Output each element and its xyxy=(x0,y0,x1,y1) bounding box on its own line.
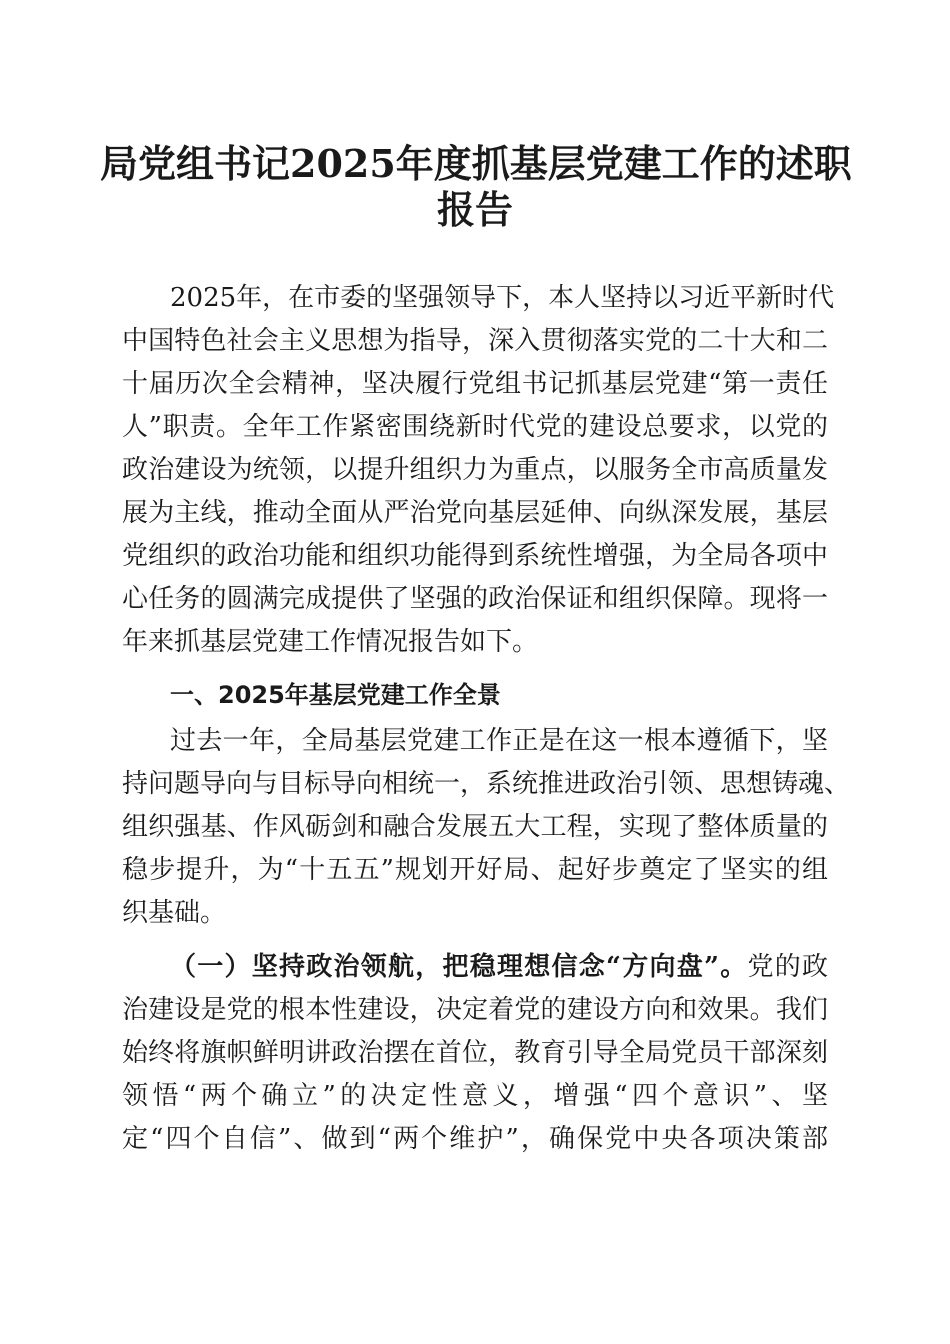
section-heading: 一、2025年基层党建工作全景 xyxy=(170,681,501,709)
subsection-1-line: 定“四个自信”、做到“两个维护”，确保党中央各项决策部 xyxy=(122,1124,828,1154)
intro-line: 展为主线，推动全面从严治党向基层延伸、向纵深发展，基层 xyxy=(122,498,828,528)
intro-line: 2025年，在市委的坚强领导下，本人坚持以习近平新时代 xyxy=(170,283,835,313)
section-1-line: 持问题导向与目标导向相统一，系统推进政治引领、思想铸魂、 xyxy=(122,769,851,799)
intro-line: 年来抓基层党建工作情况报告如下。 xyxy=(122,627,539,657)
subsection-1-line: 始终将旗帜鲜明讲政治摆在首位，教育引导全局党员干部深刻 xyxy=(122,1038,828,1068)
intro-line: 中国特色社会主义思想为指导，深入贯彻落实党的二十大和二 xyxy=(122,326,828,356)
subsection-1-lead: （一）坚持政治领航，把稳理想信念“方向盘”。 xyxy=(170,952,748,982)
intro-line: 十届历次全会精神，坚决履行党组书记抓基层党建“第一责任 xyxy=(122,369,828,399)
document-title-line-2: 报告 xyxy=(436,187,513,232)
subsection-1-first-line xyxy=(170,948,828,986)
subsection-1-line: 治建设是党的根本性建设，决定着党的建设方向和效果。我们 xyxy=(122,995,828,1025)
intro-line: 人”职责。全年工作紧密围绕新时代党的建设总要求，以党的 xyxy=(122,412,828,442)
subsection-1-first-rest: 党的政 xyxy=(747,952,828,982)
section-1-line: 组织强基、作风砺剑和融合发展五大工程，实现了整体质量的 xyxy=(122,812,828,842)
subsection-1-line: 领悟“两个确立”的决定性意义，增强“四个意识”、坚 xyxy=(122,1081,828,1111)
section-1-line: 过去一年，全局基层党建工作正是在这一根本遵循下，坚 xyxy=(170,726,828,756)
section-1-line: 织基础。 xyxy=(122,898,227,928)
intro-line: 党组织的政治功能和组织功能得到系统性增强，为全局各项中 xyxy=(122,541,828,571)
intro-line: 心任务的圆满完成提供了坚强的政治保证和组织保障。现将一 xyxy=(122,584,828,614)
section-1-line: 稳步提升，为“十五五”规划开好局、起好步奠定了坚实的组 xyxy=(122,855,828,885)
document-title-line-1: 局党组书记2025年度抓基层党建工作的述职 xyxy=(100,141,852,186)
intro-line: 政治建设为统领，以提升组织力为重点，以服务全市高质量发 xyxy=(122,455,828,485)
